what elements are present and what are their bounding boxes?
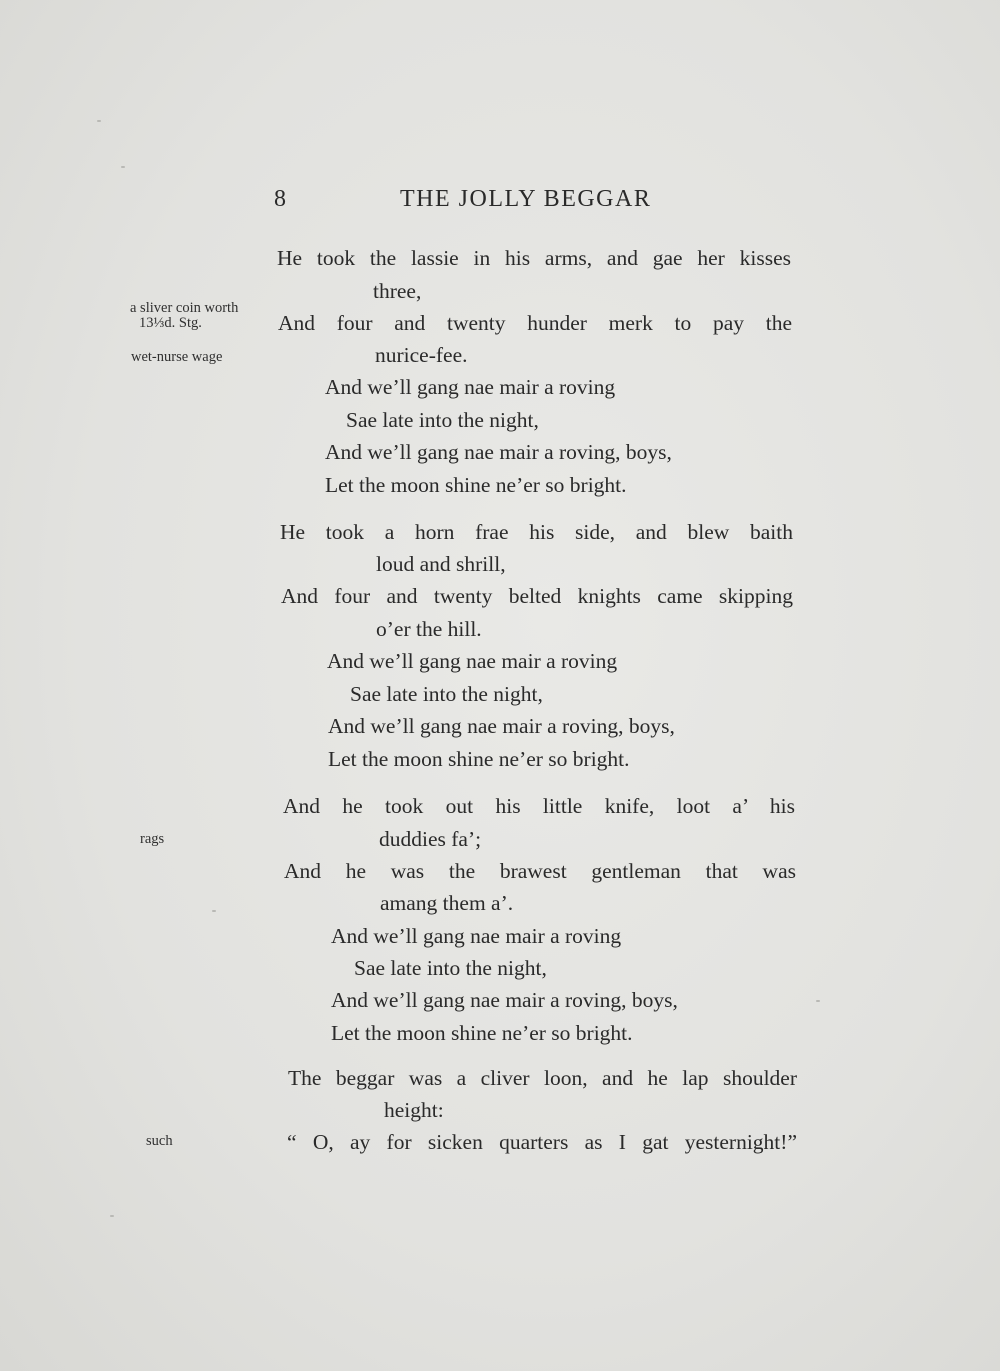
verse-line: And he took out his little knife, loot a’ his: [283, 794, 795, 818]
verse-line: duddies fa’;: [379, 827, 482, 851]
verse-line: And we’ll gang nae mair a roving: [325, 375, 616, 399]
margin-gloss: rags: [140, 831, 165, 847]
verse-line: And four and twenty hunder merk to pay the: [278, 311, 792, 335]
verse-line: height:: [384, 1098, 444, 1122]
verse-line: Let the moon shine ne’er so bright.: [325, 473, 627, 497]
verse-line: Let the moon shine ne’er so bright.: [328, 747, 630, 771]
margin-gloss: a sliver coin worth: [130, 300, 239, 316]
verse-line: Let the moon shine ne’er so bright.: [331, 1021, 633, 1045]
verse-line: And we’ll gang nae mair a roving, boys,: [328, 714, 675, 738]
margin-gloss: 13⅓d. Stg.: [139, 315, 202, 331]
verse-line: And we’ll gang nae mair a roving, boys,: [331, 988, 678, 1012]
verse-line: He took a horn frae his side, and blew baith: [280, 520, 793, 544]
margin-gloss: such: [146, 1133, 173, 1149]
verse-line: loud and shrill,: [376, 552, 506, 576]
verse-line: o’er the hill.: [376, 617, 482, 641]
verse-line: The beggar was a cliver loon, and he lap shoulder: [288, 1066, 797, 1090]
verse-line: And we’ll gang nae mair a roving: [331, 924, 622, 948]
verse-line: Sae late into the night,: [346, 408, 539, 432]
verse-line: And he was the brawest gentleman that was: [284, 859, 796, 883]
verse-line: Sae late into the night,: [350, 682, 543, 706]
paper-speck: [212, 910, 216, 912]
paper-speck: [97, 120, 101, 122]
paper-speck: [110, 1215, 114, 1217]
verse-line: amang them a’.: [380, 891, 514, 915]
verse-line: nurice-fee.: [375, 343, 468, 367]
paper-speck: [816, 1000, 820, 1002]
verse-line: And we’ll gang nae mair a roving, boys,: [325, 440, 672, 464]
page-header: [274, 186, 674, 222]
page-number: 8: [274, 186, 288, 212]
verse-line: He took the lassie in his arms, and gae her kisses: [277, 246, 791, 270]
margin-gloss: wet-nurse wage: [131, 349, 223, 365]
paper-speck: [121, 166, 125, 168]
verse-line: “ O, ay for sicken quarters as I gat yesternight!”: [287, 1130, 797, 1154]
verse-line: three,: [373, 279, 422, 303]
verse-line: Sae late into the night,: [354, 956, 547, 980]
verse-line: And four and twenty belted knights came skipping: [281, 584, 793, 608]
running-title: THE JOLLY BEGGAR: [400, 186, 652, 212]
verse-line: And we’ll gang nae mair a roving: [327, 649, 618, 673]
